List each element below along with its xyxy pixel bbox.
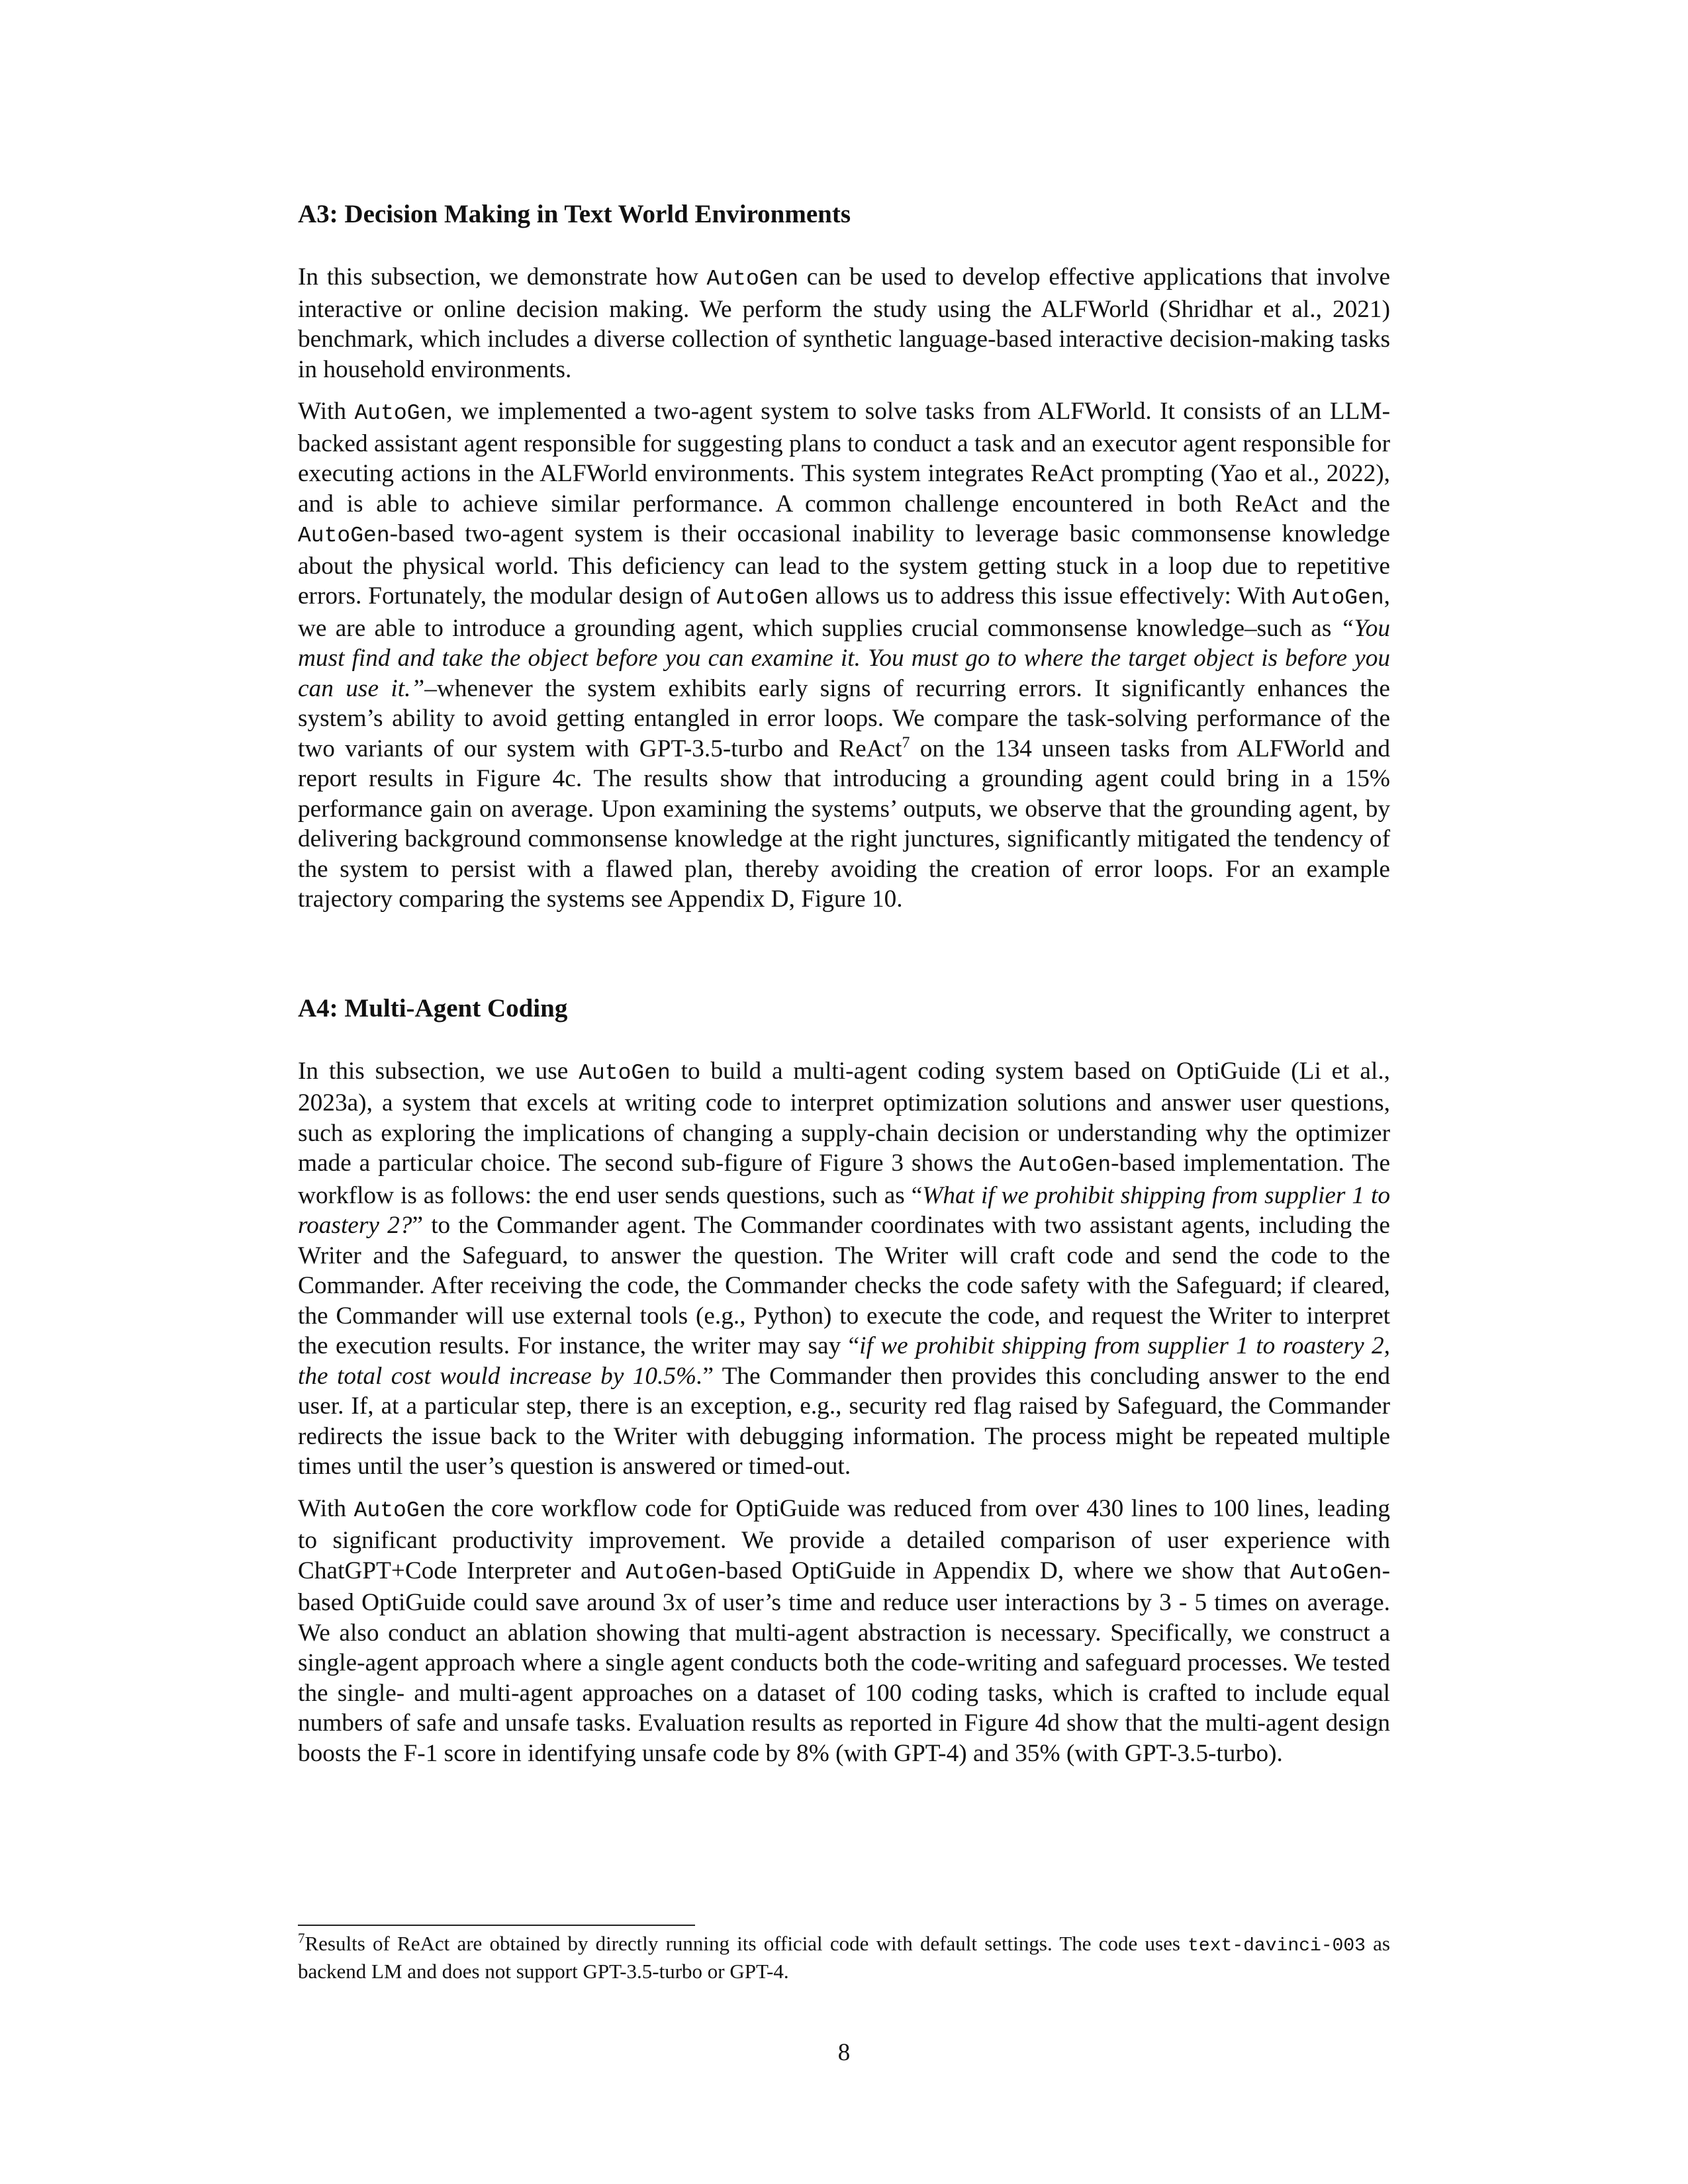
paragraph-a4-results xyxy=(298,1494,1390,1769)
text-run: With xyxy=(298,1494,354,1522)
page-number: 8 xyxy=(837,2039,851,2066)
code-term: text-davinci-003 xyxy=(1188,1936,1366,1956)
section-heading-a4: A4: Multi-Agent Coding xyxy=(298,993,568,1023)
footnote-marker: 7 xyxy=(902,734,910,752)
text-run: –whenever the system exhibits early signs of recurring errors. It significantly enhances the system’s ability to avoid getting entangled in error loops. We compare the task-solving performance of the two variants of our system with GPT-3.5-turbo and ReAct xyxy=(298,674,1390,762)
text-run: can be used to develop effective applications that involve interactive or online decision making. We perform the study using the ALFWorld (Shridhar et al., 2021) benchmark, which includes a diverse collection of synthetic language-based interactive decision-making tasks in household environments. xyxy=(298,263,1391,383)
text-run: allows us to address this issue effectively: With xyxy=(808,582,1293,610)
text-run: as backend LM and does not support GPT-3.5-turbo or GPT-4. xyxy=(298,1932,1390,1983)
italic-quote: What if we prohibit shipping from supplier 1 to roastery 2? xyxy=(298,1181,1390,1239)
italic-quote: “You must find and take the object before you can examine it. You must go to where the target object is before you can use it.” xyxy=(298,614,1390,702)
text-run: In this subsection, we demonstrate how xyxy=(298,263,707,291)
text-run: to build a multi-agent coding system based on OptiGuide (Li et al., 2023a), a system that excels at writing code to interpret optimization solutions and answer user questions, such as exploring the implications of changing a supply-chain decision or understanding why the optimizer made a particular choice. The second sub-figure of Figure 3 shows the xyxy=(298,1057,1390,1177)
text-run: , we are able to introduce a grounding agent, which supplies crucial commonsense knowledge–such as xyxy=(298,582,1390,642)
text-run: ” The Commander then provides this concluding answer to the end user. If, at a particular step, there is an exception, e.g., security red flag raised by Safeguard, the Commander redirects the issue back to the Writer with debugging information. The process might be repeated multiple times until the user’s question is answered or timed-out. xyxy=(298,1362,1390,1480)
code-term: AutoGen xyxy=(1019,1153,1111,1177)
text-run: -based OptiGuide could save around 3x of user’s time and reduce user interactions by 3 - 5 times on average. We also conduct an ablation showing that multi-agent abstraction is necessary. Specifically, we construct a single-agent approach where a single agent conducts both the code-writing and safeguard processes. We tested the single- and multi-agent approaches on a dataset of 100 coding tasks, which is crafted to include equal numbers of safe and unsafe tasks. Evaluation results as reported in Figure 4d show that the multi-agent design boosts the F-1 score in identifying unsafe code by 8% (with GPT-4) and 35% (with GPT-3.5-turbo). xyxy=(298,1557,1390,1767)
paragraph-a3-system xyxy=(298,396,1390,915)
paragraph-a4-intro xyxy=(298,1056,1390,1482)
text-run: ” to the Commander agent. The Commander coordinates with two assistant agents, including the Writer and the Safeguard, to answer the question. The Writer will craft code and send the code to the Commander. After receiving the code, the Commander checks the code safety with the Safeguard; if cleared, the Commander will use external tools (e.g., Python) to execute the code, and request the Writer to interpret the execution results. For instance, the writer may say “ xyxy=(298,1212,1390,1359)
section-heading-a3: A3: Decision Making in Text World Environments xyxy=(298,200,851,228)
italic-quote: if we prohibit shipping from supplier 1 to roastery 2, the total cost would increase by 10.5%. xyxy=(298,1332,1390,1390)
text-run: -based OptiGuide in Appendix D, where we show that xyxy=(718,1557,1290,1584)
code-term: AutoGen xyxy=(626,1560,718,1585)
text-run: -based two-agent system is their occasional inability to leverage basic commonsense knowledge about the physical world. This deficiency can lead to the system getting stuck in a loop due to repetitive errors. Fortunately, the modular design of xyxy=(298,520,1390,610)
code-term: AutoGen xyxy=(579,1060,671,1085)
text-run: In this subsection, we use xyxy=(298,1057,579,1085)
text-run: on the 134 unseen tasks from ALFWorld and report results in Figure 4c. The results show that introducing a grounding agent could bring in a 15% performance gain on average. Upon examining the systems’ outputs, we observe that the grounding agent, by delivering background commonsense knowledge at the right junctures, significantly mitigated the tendency of the system to persist with a flawed plan, thereby avoiding the creation of error loops. For an example trajectory comparing the systems see Appendix D, Figure 10. xyxy=(298,735,1390,913)
footnote-7 xyxy=(298,1931,1390,1984)
code-term: AutoGen xyxy=(298,523,390,548)
code-term: AutoGen xyxy=(354,401,447,426)
footnote-divider xyxy=(298,1925,695,1926)
text-run: Results of ReAct are obtained by directly running its official code with default settings. The code uses xyxy=(305,1932,1188,1955)
code-term: AutoGen xyxy=(1292,586,1384,610)
text-run: the core workflow code for OptiGuide was reduced from over 430 lines to 100 lines, leading to significant productivity improvement. We provide a detailed comparison of user experience with ChatGPT+Code Interpreter and xyxy=(298,1494,1390,1584)
paragraph-a3-intro xyxy=(298,262,1390,385)
page-body xyxy=(298,199,1390,1780)
code-term: AutoGen xyxy=(706,267,799,291)
footnote-marker: 7 xyxy=(298,1930,305,1946)
text-run: With xyxy=(298,398,355,425)
text-run: -based implementation. The workflow is as follows: the end user sends questions, such as “ xyxy=(298,1150,1391,1209)
code-term: AutoGen xyxy=(1289,1560,1382,1585)
code-term: AutoGen xyxy=(716,586,809,610)
code-term: AutoGen xyxy=(353,1498,446,1523)
text-run: , we implemented a two-agent system to solve tasks from ALFWorld. It consists of an LLM-backed assistant agent responsible for suggesting plans to conduct a task and an executor agent responsible for executing actions in the ALFWorld environments. This system integrates ReAct prompting (Yao et al., 2022), and is able to achieve similar performance. A common challenge encountered in both ReAct and the xyxy=(298,398,1390,518)
